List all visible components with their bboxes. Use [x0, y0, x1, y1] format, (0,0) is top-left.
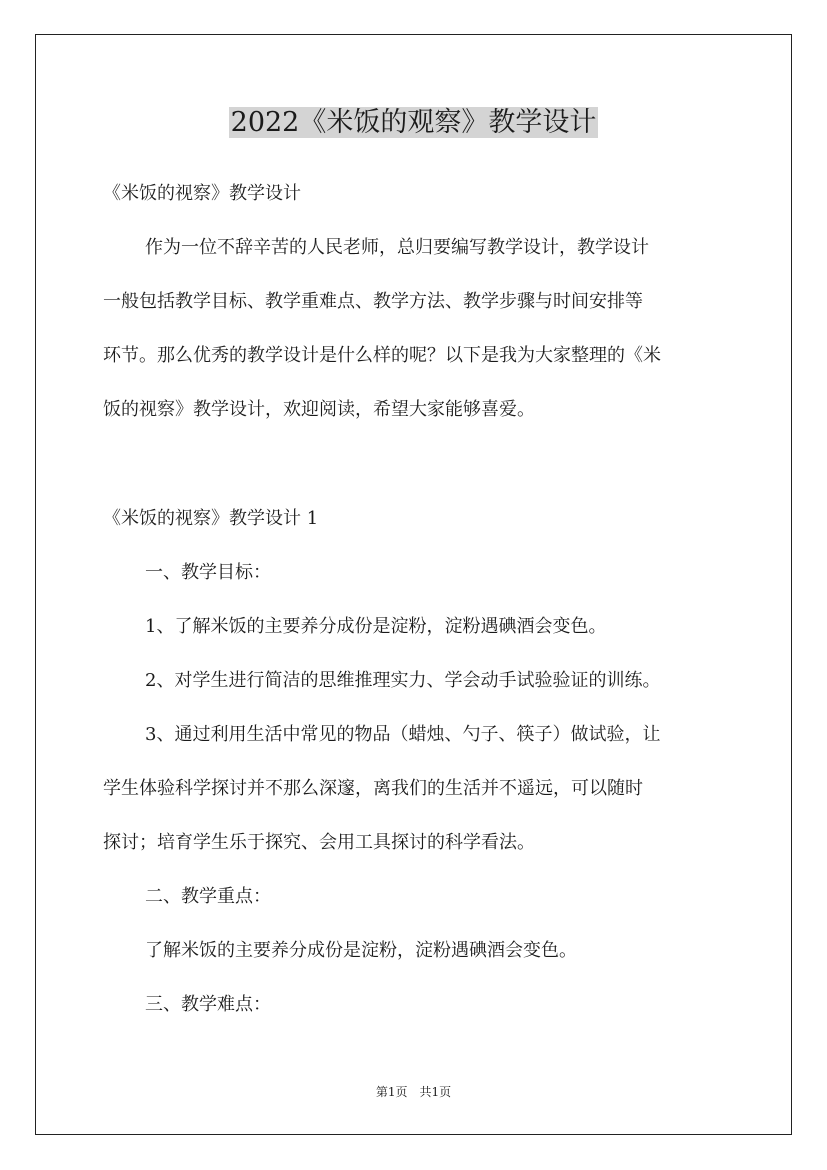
goal-item-3-line-3: 探讨；培育学生乐于探究、会用工具探讨的科学看法。 [103, 832, 535, 853]
document-title [0, 104, 827, 142]
section-title: 《米饭的视察》教学设计 1 [103, 508, 319, 529]
page-number: 第1页 共1页 [375, 1085, 452, 1099]
goal-heading: 一、教学目标： [145, 562, 271, 583]
key-text: 了解米饭的主要养分成份是淀粉，淀粉遇碘酒会变色。 [145, 940, 577, 961]
goal-item-2: 2、对学生进行简洁的思维推理实力、学会动手试验验证的训练。 [145, 670, 661, 691]
key-heading: 二、教学重点： [145, 886, 271, 907]
intro-line-4: 饭的视察》教学设计，欢迎阅读，希望大家能够喜爱。 [103, 399, 535, 420]
document-title-text: 2022《米饭的观察》教学设计 [230, 107, 597, 138]
goal-item-3-line-2: 学生体验科学探讨并不那么深邃，离我们的生活并不遥远，可以随时 [103, 778, 643, 799]
intro-line-2: 一般包括教学目标、教学重难点、教学方法、教学步骤与时间安排等 [103, 291, 643, 312]
intro-line-1: 作为一位不辞辛苦的人民老师，总归要编写教学设计，教学设计 [145, 237, 649, 258]
goal-item-1: 1、了解米饭的主要养分成份是淀粉，淀粉遇碘酒会变色。 [145, 616, 607, 637]
difficulty-heading: 三、教学难点： [145, 994, 271, 1015]
goal-item-3-line-1: 3、通过利用生活中常见的物品（蜡烛、勺子、筷子）做试验，让 [145, 724, 661, 745]
document-subtitle: 《米饭的视察》教学设计 [103, 183, 301, 204]
intro-line-3: 环节。那么优秀的教学设计是什么样的呢？以下是我为大家整理的《米 [103, 345, 661, 366]
